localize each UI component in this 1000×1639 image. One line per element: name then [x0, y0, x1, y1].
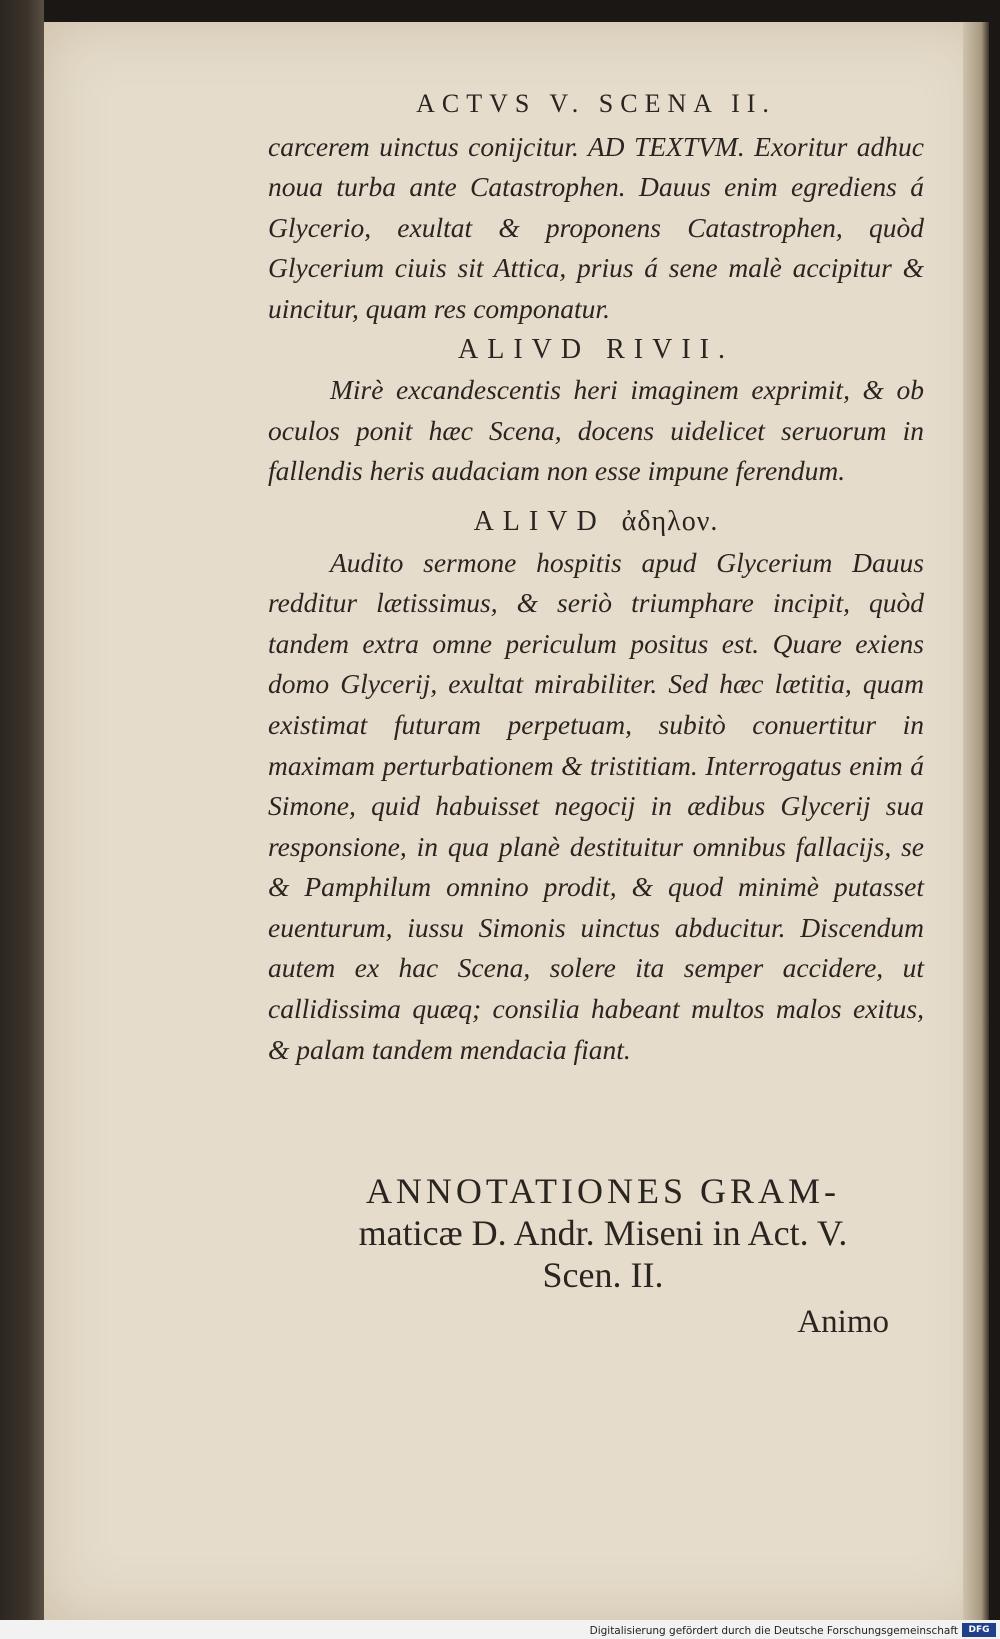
- scan-frame-left: [0, 0, 44, 1639]
- heading-aliud-rivii: ALIVD RIVII.: [458, 333, 734, 365]
- footer-credit: Digitalisierung gefördert durch die Deutsche Forschungsgemeinschaft: [589, 1625, 958, 1637]
- annotations-heading: [258, 1170, 948, 1296]
- paragraph-adelon: Audito sermone hospitis apud Glycerium Dauus redditur lætissimus, & seriò triumphare incipit, quòd tandem extra omne periculum positus est. Quare exiens domo Glycerij, exultat mirabiliter. Sed hæc lætitia, quam existimat futuram perpetuam, subitò conuertitur in maximam perturbationem & tristitiam. Interrogatus enim á Simone, quid habuisset negocij in ædibus Glycerij sua responsione, in qua planè destituitur omnibus fallacijs, se & Pamphilum omnino prodit, & quod minimè putasset euenturum, iussu Simonis uinctus abducitur. Discendum autem ex hac Scena, solere ita semper accidere, ut callidissima quæq; consilia habeant multos malos exitus, & palam tandem mendacia fiant.: [268, 546, 924, 1065]
- catchword: Animo: [797, 1304, 889, 1340]
- heading-aliud-label: ALIVD: [473, 505, 606, 537]
- dfg-logo-icon: DFG: [962, 1623, 996, 1637]
- page-edge: [963, 22, 989, 1620]
- heading-greek-word: ἀδηλον.: [621, 505, 719, 537]
- heading-aliud-adelon: [268, 502, 924, 543]
- book-page: [44, 22, 989, 1620]
- footer-bar: [0, 1620, 1000, 1639]
- annotations-heading-line-2: maticæ D. Andr. Miseni in Act. V.: [358, 1213, 848, 1253]
- text-block: [268, 84, 924, 1070]
- paragraph-rivii: Mirè excandescentis heri imaginem exprimit, & ob oculos ponit hæc Scena, docens uidelicet seruorum in fallendis heris audaciam non esse impune ferendum.: [268, 374, 924, 487]
- running-head: ACTVS V. SCENA II.: [416, 89, 776, 118]
- paragraph-ad-textum: carcerem uinctus conijcitur. AD TEXTVM. Exoritur adhuc noua turba ante Catastrophen. Dauus enim egrediens á Glycerio, exultat & proponens Catastrophen, quòd Glycerium ciuis sit Attica, prius á sene malè accipitur & uincitur, quam res componatur.: [268, 130, 924, 324]
- annotations-heading-line-1: ANNOTATIONES GRAM-: [365, 1171, 841, 1211]
- annotations-heading-line-3: Scen. II.: [542, 1255, 664, 1295]
